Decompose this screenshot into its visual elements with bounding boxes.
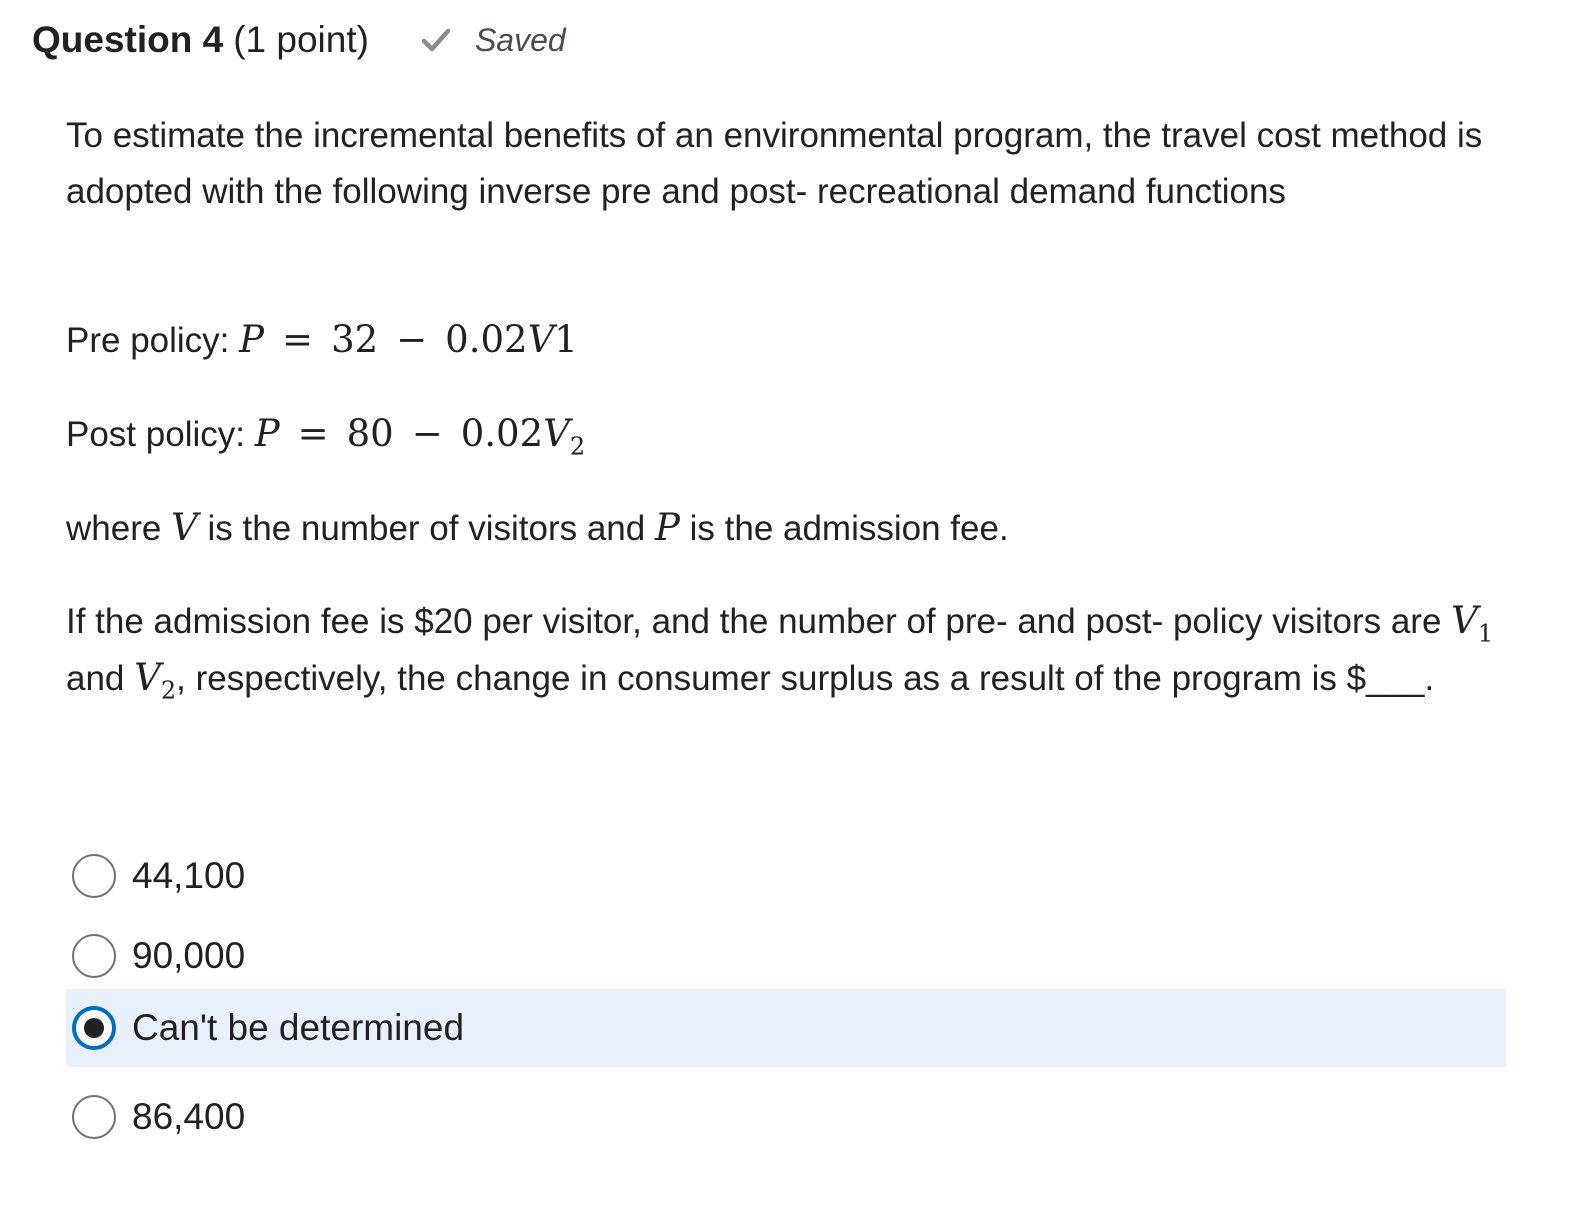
- post-policy-equation: [66, 406, 1506, 463]
- pre-policy-label: Pre policy:: [66, 321, 230, 360]
- prompt-v2-subscript: 2: [160, 676, 177, 705]
- prompt-v2: [134, 656, 177, 705]
- prompt-v1: [1451, 599, 1494, 648]
- where-text-2: is the number of visitors and: [207, 509, 646, 548]
- post-policy-label: Post policy:: [66, 415, 245, 454]
- prompt-v1-subscript: 1: [1477, 619, 1494, 648]
- pre-visitors-suffix: 1: [554, 318, 578, 361]
- post-equals: =: [297, 412, 329, 455]
- question-prompt: [66, 593, 1506, 707]
- variable-definitions: [66, 500, 1506, 557]
- radio-option-44100[interactable]: [72, 854, 116, 898]
- option-90000[interactable]: [66, 917, 1506, 995]
- pre-visitors-var: V: [527, 318, 555, 361]
- radio-option-90000[interactable]: [72, 934, 116, 978]
- pre-policy-equation: [66, 312, 1506, 369]
- pre-price-var: P: [239, 318, 265, 361]
- prompt-v1-var: V: [1451, 599, 1478, 642]
- pre-minus: −: [396, 318, 428, 361]
- option-44100[interactable]: [66, 837, 1506, 915]
- post-minus: −: [411, 412, 443, 455]
- question-intro: To estimate the incremental benefits of an environmental program, the travel cost method is adopted with the following inverse pre and post- recreational demand functions: [66, 116, 1483, 211]
- pre-policy-math: [239, 318, 578, 361]
- option-label: 44,100: [132, 855, 246, 896]
- pre-intercept: 32: [331, 318, 379, 361]
- option-label: 90,000: [132, 935, 246, 976]
- question-number: Question 4: [32, 19, 224, 60]
- checkmark-icon: [419, 23, 453, 57]
- prompt-text-1: If the admission fee is $20 per visitor, and the number of pre- and post- policy visitors are: [66, 602, 1442, 641]
- post-price-var: P: [254, 412, 280, 455]
- prompt-and: and: [66, 659, 125, 698]
- radio-option-cant-be-determined[interactable]: [72, 1006, 116, 1050]
- post-coefficient: 0.02: [460, 412, 544, 455]
- option-86400[interactable]: [66, 1078, 1506, 1156]
- prompt-v2-var: V: [134, 656, 161, 699]
- option-label: Can't be determined: [132, 1007, 465, 1048]
- question-points: (1 point): [233, 19, 369, 60]
- where-text-3: is the admission fee.: [689, 509, 1009, 548]
- post-visitors-var: V: [543, 412, 570, 455]
- pre-equals: =: [282, 318, 314, 361]
- saved-status: [419, 22, 566, 59]
- where-text-1: where: [66, 509, 162, 548]
- saved-label: Saved: [474, 21, 566, 58]
- post-visitors-subscript: 2: [569, 432, 586, 461]
- question-header: [32, 14, 566, 66]
- post-intercept: 80: [346, 412, 394, 455]
- where-visitors-var: V: [171, 506, 198, 549]
- post-policy-math: [254, 412, 586, 461]
- option-label: 86,400: [132, 1096, 246, 1137]
- pre-coefficient: 0.02: [445, 318, 528, 361]
- prompt-text-2: , respectively, the change in consumer surplus as a result of the program is $___.: [176, 659, 1435, 698]
- where-price-var: P: [654, 506, 680, 549]
- option-cant-be-determined[interactable]: [66, 989, 1506, 1067]
- radio-option-86400[interactable]: [72, 1095, 116, 1139]
